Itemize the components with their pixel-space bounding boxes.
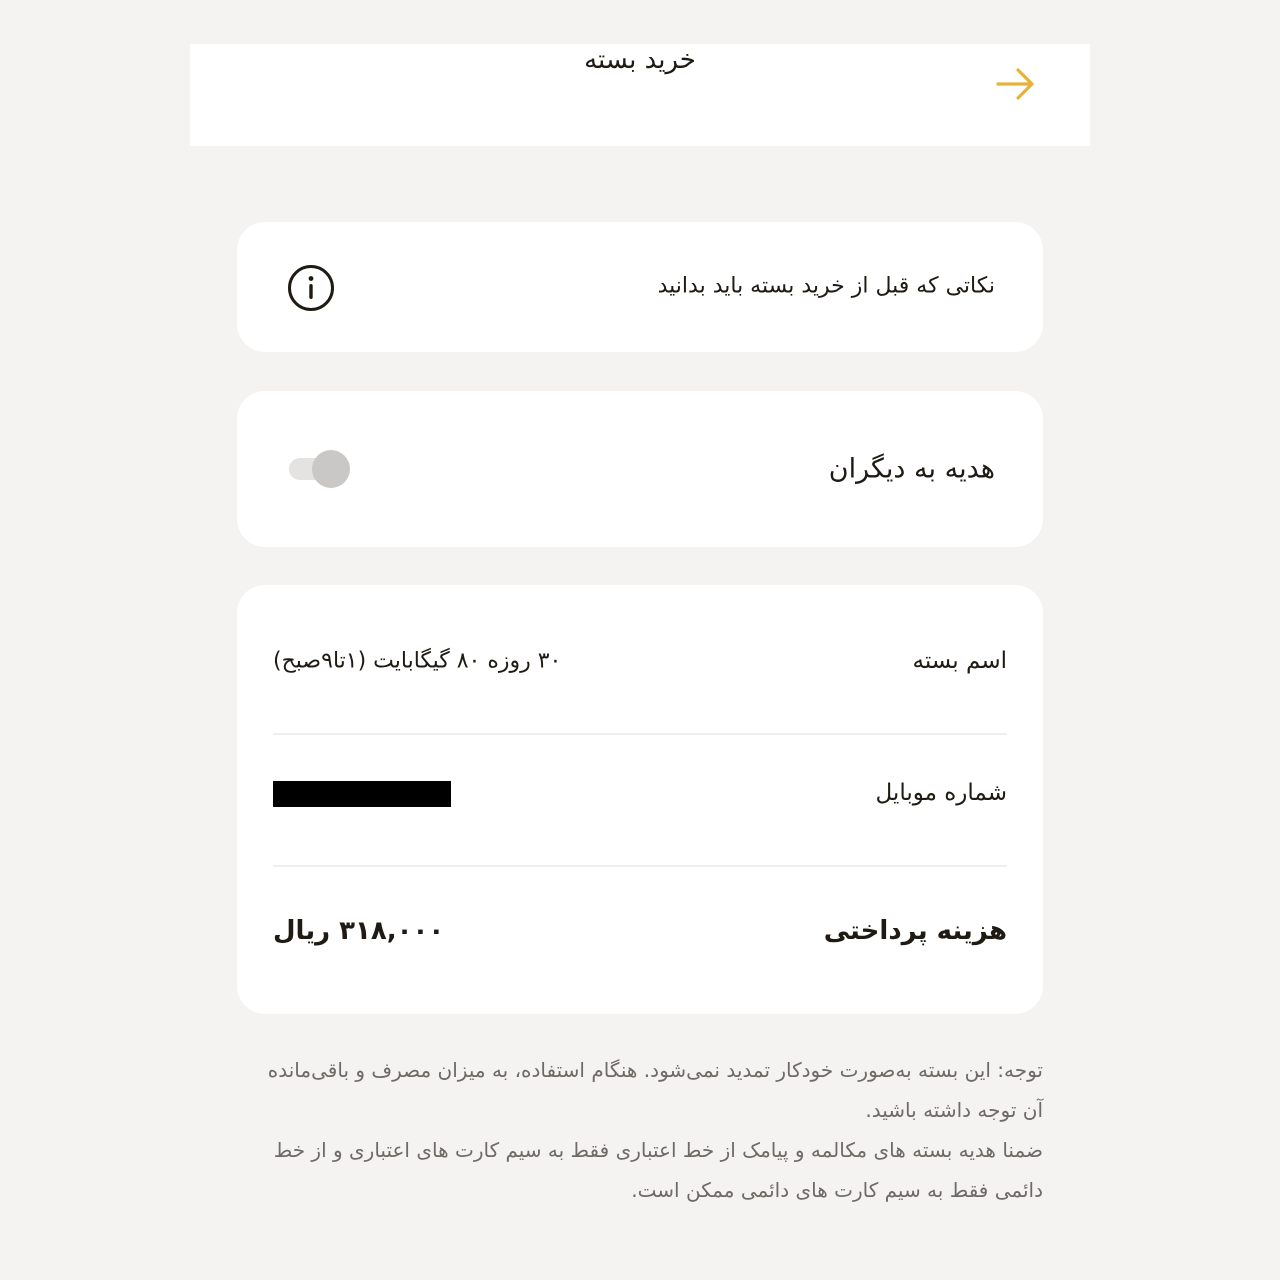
payment-cost-value: ۳۱۸,۰۰۰ ریال (273, 916, 445, 946)
purchase-tips-card[interactable] (237, 222, 1043, 352)
package-name-row (273, 597, 1007, 729)
top-app-bar (190, 44, 1090, 146)
arrow-right-icon (994, 67, 1038, 101)
gift-toggle-switch[interactable] (287, 450, 351, 488)
mobile-number-row (273, 729, 1007, 861)
purchase-details-card (237, 585, 1043, 1014)
info-circle-icon[interactable] (287, 264, 335, 312)
mobile-number-label: شماره موبایل (875, 780, 1007, 806)
purchase-tips-label: نکاتی که قبل از خرید بسته باید بدانید (657, 273, 995, 299)
package-name-value: ۳۰ روزه ۸۰ گیگابایت (۱تا۹صبح) (273, 648, 562, 674)
package-name-label: اسم بسته (912, 648, 1007, 674)
back-button[interactable] (990, 62, 1042, 106)
mobile-number-redacted (273, 781, 451, 807)
notice-text (250, 1050, 1043, 1210)
payment-cost-label: هزینه پرداختی (823, 916, 1007, 946)
notice-paragraph-renewal: توجه: این بسته به‌صورت خودکار تمدید نمی‌شود. هنگام استفاده، به میزان مصرف و باقی‌مانده آن توجه داشته باشید. (267, 1058, 1043, 1122)
payment-cost-row (273, 861, 1007, 993)
gift-to-others-label: هدیه به دیگران (828, 453, 995, 485)
gift-to-others-card (237, 391, 1043, 547)
page-title: خرید بسته (584, 45, 696, 75)
notice-paragraph-gift-rules: ضمنا هدیه بسته های مکالمه و پیامک از خط اعتباری فقط به سیم کارت های اعتباری و از خط دائمی فقط به سیم کارت های دائمی ممکن است. (273, 1138, 1043, 1202)
toggle-knob (312, 450, 350, 488)
